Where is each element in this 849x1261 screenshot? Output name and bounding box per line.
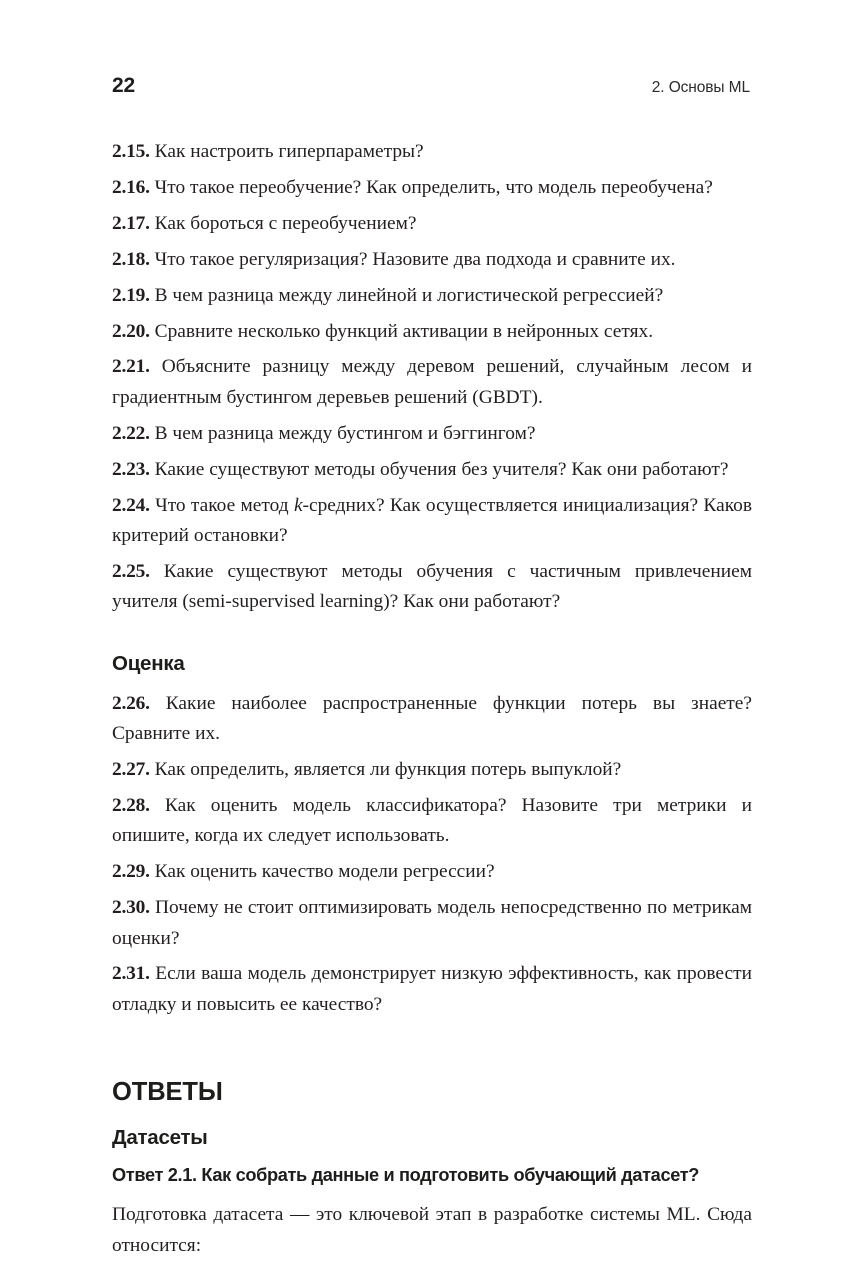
question-number: 2.17.: [112, 212, 150, 234]
question-text: Как бороться с переобучением?: [154, 212, 417, 234]
question-item: [112, 455, 752, 485]
running-head: [112, 74, 750, 100]
question-number: 2.15.: [112, 141, 150, 162]
subsection-heading-datasets: Датасеты: [112, 1126, 208, 1150]
question-text: Объясните разницу между деревом решений, случайным лесом и градиентным бустингом деревьев решений (GBDT).: [112, 356, 752, 408]
question-item: [112, 173, 752, 203]
answer-body-paragraph: Подготовка датасета — это ключевой этап в разработке системы ML. Сюда относится:: [112, 1204, 752, 1256]
question-text: Какие существуют методы обучения с частичным привлечением учителя (semi-supervised learning)? Как они работают?: [112, 560, 752, 613]
question-number: 2.25.: [112, 560, 150, 582]
question-list-evaluation: [112, 689, 752, 1021]
question-number: 2.23.: [112, 458, 150, 480]
question-item: [112, 245, 752, 275]
question-text: Сравните несколько функций активации в нейронных сетях.: [154, 320, 654, 342]
question-item: [112, 557, 752, 618]
spacer: [112, 1020, 752, 1078]
question-number: 2.20.: [112, 320, 150, 342]
question-text: Как определить, является ли функция потерь выпуклой?: [154, 759, 622, 780]
question-item: [112, 959, 752, 1020]
question-text: Как оценить модель классификатора? Назовите три метрики и опишите, когда их следует использовать.: [112, 794, 752, 847]
question-item: [112, 791, 752, 852]
question-text: В чем разница между линейной и логистической регрессией?: [154, 284, 664, 306]
question-item: [112, 857, 752, 887]
spacer: [112, 618, 752, 652]
question-number: 2.26.: [112, 692, 150, 714]
question-list-datasets: [112, 137, 752, 618]
question-number: 2.27.: [112, 759, 150, 780]
question-item: [112, 419, 752, 449]
spacer: [112, 676, 752, 689]
spacer: [112, 1150, 752, 1165]
question-text: Как настроить гиперпараметры?: [154, 141, 424, 162]
question-number: 2.22.: [112, 422, 150, 444]
question-text: Что такое регуляризация? Назовите два подхода и сравните их.: [154, 248, 676, 270]
spacer: [112, 1186, 752, 1200]
question-text: Как оценить качество модели регрессии?: [154, 861, 495, 883]
question-item: [112, 755, 752, 785]
question-item: [112, 689, 752, 750]
question-item: [112, 317, 752, 347]
chapter-running-title: 2. Основы ML: [651, 79, 750, 96]
question-number: 2.24.: [112, 494, 150, 516]
section-heading-answers: ОТВЕТЫ: [112, 1078, 223, 1107]
question-text-before: Что такое метод: [155, 494, 294, 516]
question-item: [112, 209, 752, 239]
text-column: [112, 137, 752, 1261]
question-number: 2.29.: [112, 861, 150, 883]
spacer: [112, 1107, 752, 1126]
question-number: 2.21.: [112, 356, 150, 378]
question-item: [112, 281, 752, 311]
question-text-after: -средних? Как осуществляется инициализация? Каков критерий остановки?: [112, 494, 752, 546]
question-number: 2.19.: [112, 284, 150, 306]
question-text: Какие наиболее распространенные функции потерь вы знаете? Сравните их.: [112, 692, 752, 745]
question-number: 2.16.: [112, 176, 150, 198]
question-text: Какие существуют методы обучения без учителя? Как они работают?: [154, 458, 729, 480]
page-number: 22: [112, 74, 135, 97]
question-item: [112, 893, 752, 954]
question-text: Что такое переобучение? Как определить, что модель переобучена?: [154, 176, 713, 198]
question-item: [112, 352, 752, 413]
question-item: [112, 137, 752, 167]
question-item: [112, 491, 752, 552]
question-number: 2.18.: [112, 248, 150, 270]
question-text: Почему не стоит оптимизировать модель непосредственно по метрикам оценки?: [112, 897, 752, 949]
question-number: 2.31.: [112, 963, 150, 985]
question-number: 2.30.: [112, 897, 150, 919]
question-number: 2.28.: [112, 794, 150, 816]
question-text: Если ваша модель демонстрирует низкую эффективность, как провести отладку и повысить ее качество?: [112, 963, 752, 1015]
question-text: В чем разница между бустингом и бэггингом?: [154, 422, 536, 444]
answer-heading-2-1: Ответ 2.1. Как собрать данные и подготовить обучающий датасет?: [112, 1165, 700, 1186]
section-heading-evaluation: Оценка: [112, 651, 185, 675]
question-italic-variable: k: [293, 494, 303, 516]
